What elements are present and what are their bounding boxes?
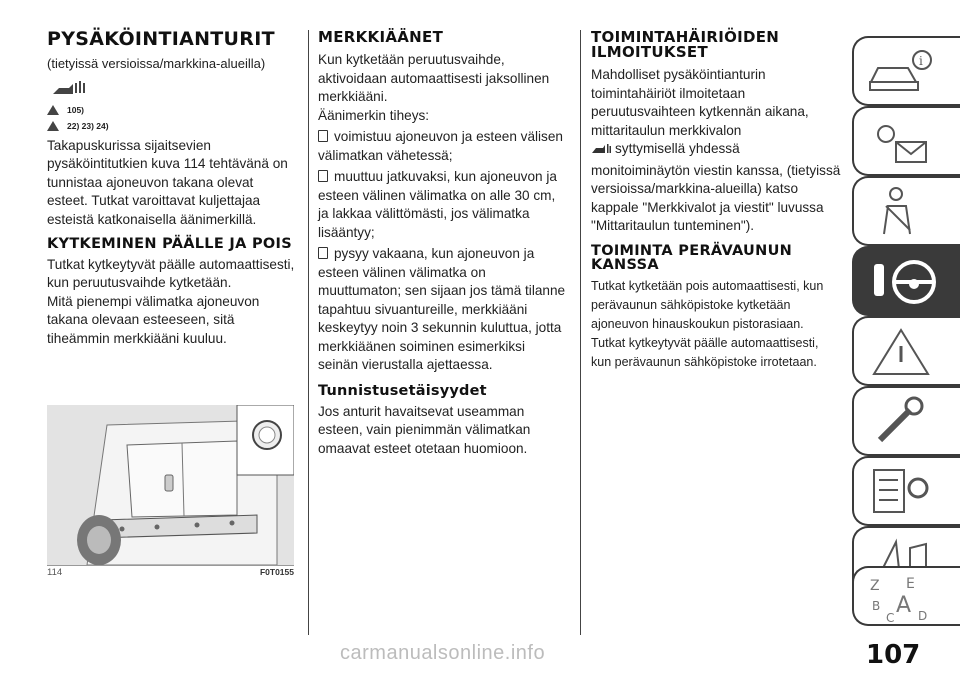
- column-divider: [580, 30, 581, 635]
- paragraph: Mitä pienempi välimatka ajoneuvon takana olevaan esteeseen, sitä tiheämmin merkkiääni kuuluu.: [47, 293, 260, 346]
- paragraph: Äänimerkin tiheys:: [318, 107, 430, 123]
- alphabet-index-icon: [866, 574, 946, 624]
- warning-ref: 105): [67, 104, 85, 115]
- watermark: carmanualsonline.info: [340, 642, 546, 664]
- sidebar-tab-car-info[interactable]: [852, 36, 960, 106]
- sidebar-tab-driving[interactable]: [852, 246, 960, 316]
- checkbox-bullet-icon: [318, 170, 328, 182]
- svg-text:D: D: [918, 609, 928, 623]
- paragraph: Tutkat kytkeytyvät päälle automaattisesti, kun peruutusvaihde kytketään.: [47, 256, 295, 290]
- svg-text:C: C: [886, 611, 895, 624]
- checkbox-bullet-icon: [318, 130, 328, 142]
- sensor-icon: [51, 80, 297, 103]
- sidebar-tab-index[interactable]: [852, 566, 960, 626]
- sidebar-tab-technical-data[interactable]: [852, 456, 960, 526]
- figure-rear-bumper: [47, 405, 294, 566]
- subsection-title: TOIMINTA PERÄVAUNUN KANSSA: [591, 242, 793, 273]
- figure-number: 114: [47, 567, 63, 578]
- sidebar-tab-safety[interactable]: [852, 176, 960, 246]
- list-item: [318, 245, 568, 375]
- warning-triangle-icon: [47, 121, 59, 131]
- column-3: [591, 30, 841, 372]
- column-divider: [308, 30, 309, 635]
- subsection-title: KYTKEMINEN PÄÄLLE JA POIS: [47, 236, 292, 252]
- paragraph: Tutkat kytkeytyvät päälle automaattisesti, kun perävaunun sähköpistoke irrotetaan.: [591, 335, 819, 369]
- section-title: MERKKIÄÄNET: [318, 28, 444, 46]
- sidebar-tab-emergency[interactable]: [852, 316, 960, 386]
- svg-text:A: A: [896, 593, 912, 618]
- warning-triangle-icon: [47, 105, 59, 115]
- list-item-text: pysyy vakaana, kun ajoneuvon ja esteen välinen välimatka on muuttumaton; sen sijaan jos tämä tilanne tapahtuu sivuantureille, merkkiääni keskeytyy noin 3 sekunnin kuluttua, jotta merkkiäänen soiminen esimerkiksi seinän vierustalla ajettaessa.: [318, 246, 566, 372]
- svg-text:Z: Z: [870, 578, 880, 594]
- section-title: TOIMINTAHÄIRIÖIDEN ILMOITUKSET: [591, 28, 780, 61]
- paragraph: [591, 66, 841, 236]
- sidebar-tab-maintenance[interactable]: [852, 386, 960, 456]
- list-item-text: muuttuu jatkuvaksi, kun ajoneuvon ja esteen välinen välimatka on alle 30 cm, ja lakkaa välittömästi, jos välimatka lisääntyy;: [318, 169, 557, 240]
- paragraph: Jos anturit havaitsevat useamman esteen, vain pienimmän välimatkan omaavat esteet otetaan huomioon.: [318, 403, 531, 456]
- page-number: 107: [866, 640, 921, 670]
- paragraph-text: Mahdolliset pysäköintianturin toimintahäiriöt ilmoitetaan peruutusvaihteen kytkennän aikana, mittaritaulun merkkivalon: [591, 67, 809, 138]
- column-1: [47, 30, 297, 348]
- section-subtitle: (tietyissä versioissa/markkina-alueilla): [47, 56, 266, 71]
- svg-text:B: B: [872, 599, 881, 613]
- warning-note-1: [47, 105, 297, 115]
- list-item: [318, 168, 568, 242]
- paragraph: Tutkat kytketään pois automaattisesti, kun perävaunun sähköpistoke kytketään ajoneuvon hinauskoukun pistorasiaan.: [591, 278, 824, 331]
- seatbelt-icon: [866, 184, 936, 240]
- column-2: [318, 30, 568, 458]
- checkbox-bullet-icon: [318, 247, 328, 259]
- svg-text:E: E: [906, 576, 915, 592]
- figure-code: F0T0155: [259, 567, 294, 577]
- wrench-icon: [866, 394, 936, 450]
- paragraph: Kun kytketään peruutusvaihde, aktivoidaan automaattisesti jaksollinen merkkiääni.: [318, 52, 550, 104]
- paragraph: Takapuskurissa sijaitsevien pysäköintitutkien kuva 114 tehtävänä on tunnistaa ajoneuvon takana olevat esteet. Tutkat varoittavat kuljettajaa esteistä katkonaisella äänimerkillä.: [47, 137, 288, 227]
- warning-note-2: [47, 121, 297, 131]
- settings-list-icon: [866, 464, 936, 520]
- list-item: [318, 128, 568, 165]
- parking-sensor-warning-icon: [591, 142, 611, 162]
- sidebar-tab-lights-mail[interactable]: [852, 106, 960, 176]
- figure-caption: [47, 567, 294, 578]
- lights-mail-icon: [866, 114, 936, 170]
- list-item-text: voimistuu ajoneuvon ja esteen välisen välimatkan vähetessä;: [318, 129, 563, 163]
- svg-text:i: i: [919, 54, 923, 68]
- car-info-icon: [866, 44, 936, 100]
- steering-wheel-icon: [866, 254, 946, 310]
- warning-triangle-icon: [866, 324, 936, 380]
- warning-ref: 22) 23) 24): [67, 120, 109, 131]
- paragraph-text: syttymisellä yhdessä monitoiminäytön viestin kanssa, (tietyissä versioissa/markkina-alueilla) katso kappale "Merkkivalot ja viestit" luvussa "Mittaritaulun tunteminen").: [591, 141, 841, 233]
- subsection-title: Tunnistusetäisyydet: [318, 382, 487, 399]
- section-title: PYSÄKÖINTIANTURIT: [47, 28, 275, 50]
